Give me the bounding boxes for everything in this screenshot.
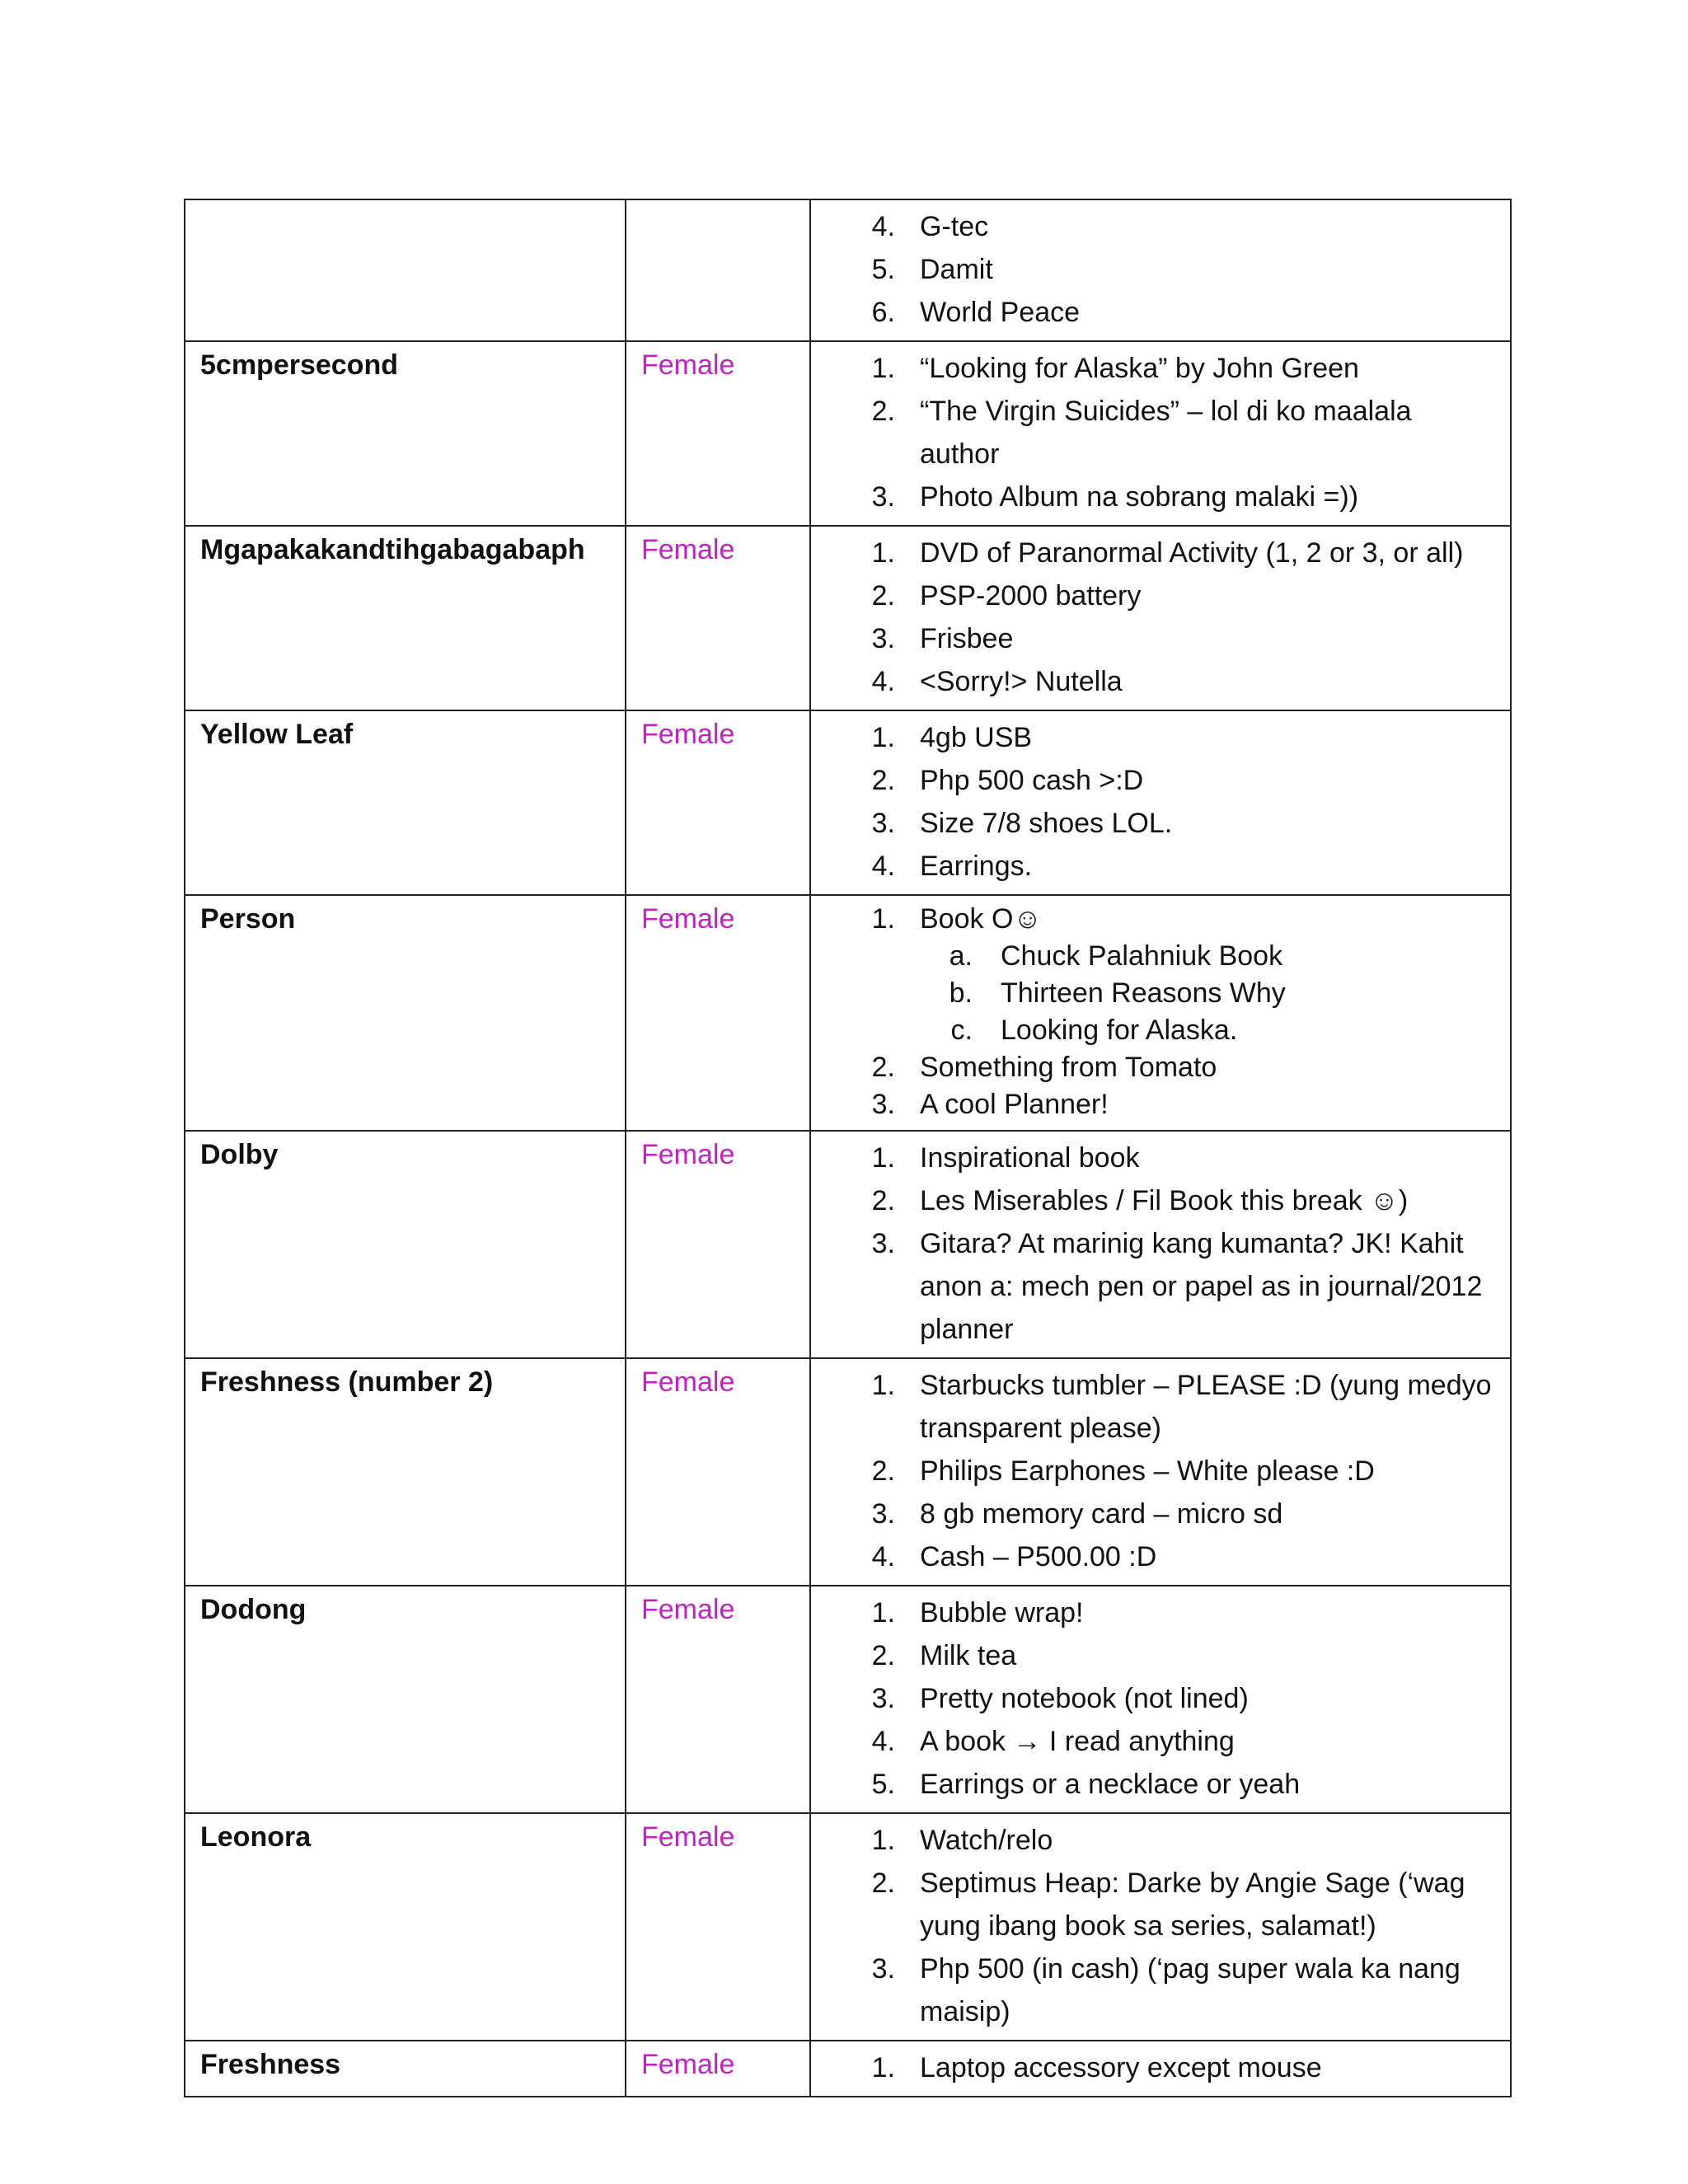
table-row <box>185 526 1511 710</box>
list-number: 1. <box>871 903 895 935</box>
gender-cell <box>626 341 810 526</box>
list-item <box>811 574 1493 617</box>
gender-text: Female <box>641 534 735 565</box>
list-number: 1. <box>871 537 895 569</box>
list-item-text: Gitara? At marinig kang kumanta? JK! Kahit anon a: mech pen or papel as in journal/2012 planner <box>920 1228 1483 1345</box>
sub-list-letter: b. <box>949 977 973 1009</box>
list-item-text: <Sorry!> Nutella <box>920 666 1123 697</box>
wish-list <box>811 1132 1510 1357</box>
wishlist-cell <box>810 710 1511 895</box>
list-number: 1. <box>871 1142 895 1174</box>
wish-list <box>811 342 1510 525</box>
list-item <box>811 205 1493 248</box>
list-number: 3. <box>871 808 895 839</box>
gender-text: Female <box>641 1139 735 1170</box>
wish-list <box>811 896 1510 1130</box>
username-text: Yellow Leaf <box>200 719 354 750</box>
list-number: 5. <box>871 254 895 285</box>
name-cell <box>185 1586 626 1813</box>
gender-text: Female <box>641 2049 735 2080</box>
wishlist-cell <box>810 895 1511 1131</box>
list-item-text: Size 7/8 shoes LOL. <box>920 808 1173 839</box>
list-item <box>811 1862 1493 1947</box>
list-number: 2. <box>871 1052 895 1083</box>
name-cell <box>185 199 626 341</box>
list-item-text: Book O☺ <box>920 903 1043 935</box>
list-number: 6. <box>871 297 895 328</box>
list-number: 4. <box>871 851 895 882</box>
list-number: 3. <box>871 1228 895 1259</box>
list-number: 2. <box>871 580 895 612</box>
sub-list-text: Chuck Palahniuk Book <box>1001 940 1283 972</box>
list-number: 2. <box>871 396 895 427</box>
list-item <box>811 390 1493 476</box>
list-item-text: Watch/relo <box>920 1825 1053 1856</box>
list-number: 1. <box>871 1370 895 1401</box>
username-text: Leonora <box>200 1821 312 1853</box>
table-row <box>185 1586 1511 1813</box>
name-cell <box>185 1131 626 1358</box>
list-item <box>811 248 1493 291</box>
name-cell <box>185 2041 626 2097</box>
username-text: Dodong <box>200 1594 307 1625</box>
wish-list <box>811 1814 1510 2040</box>
list-item-text: Earrings or a necklace or yeah <box>920 1769 1301 1800</box>
gender-text: Female <box>641 349 735 381</box>
wishlist-cell <box>810 1358 1511 1586</box>
sub-list-item <box>811 1012 1493 1049</box>
sub-list-text: Looking for Alaska. <box>1001 1015 1238 1046</box>
list-item <box>811 1450 1493 1493</box>
gender-cell <box>626 1586 810 1813</box>
list-item <box>811 1763 1493 1806</box>
gender-cell <box>626 199 810 341</box>
list-number: 4. <box>871 211 895 242</box>
table-row <box>185 895 1511 1131</box>
list-item <box>811 1947 1493 2033</box>
username-text: Freshness <box>200 2049 341 2080</box>
list-item <box>811 1819 1493 1862</box>
list-item-text: Photo Album na sobrang malaki =)) <box>920 481 1359 513</box>
table-row <box>185 1358 1511 1586</box>
name-cell <box>185 710 626 895</box>
gender-cell <box>626 1131 810 1358</box>
list-item-text: Bubble wrap! <box>920 1597 1084 1629</box>
wishlist-cell <box>810 2041 1511 2097</box>
list-item-text: DVD of Paranormal Activity (1, 2 or 3, or all) <box>920 537 1464 569</box>
list-item-text: A book → I read anything <box>920 1726 1235 1757</box>
list-item-text: Starbucks tumbler – PLEASE :D (yung medyo transparent please) <box>920 1370 1492 1444</box>
wishlist-cell <box>810 199 1511 341</box>
list-item <box>811 1049 1493 1086</box>
wishlist-table-body <box>185 199 1511 2097</box>
gender-text: Female <box>641 1366 735 1398</box>
list-number: 1. <box>871 722 895 753</box>
list-item <box>811 802 1493 845</box>
list-item <box>811 759 1493 802</box>
list-item-text: Septimus Heap: Darke by Angie Sage (‘wag yung ibang book sa series, salamat!) <box>920 1868 1465 1942</box>
list-item <box>811 1677 1493 1720</box>
list-number: 4. <box>871 666 895 697</box>
gender-cell <box>626 526 810 710</box>
sub-list-letter: a. <box>949 940 973 972</box>
list-item-text: Php 500 (in cash) (‘pag super wala ka nang maisip) <box>920 1953 1461 2027</box>
list-item-text: Philips Earphones – White please :D <box>920 1455 1375 1487</box>
name-cell <box>185 1358 626 1586</box>
wish-list <box>811 1359 1510 1585</box>
gender-text: Female <box>641 1594 735 1625</box>
list-item <box>811 716 1493 759</box>
list-item-text: “The Virgin Suicides” – lol di ko maalala author <box>920 396 1412 470</box>
wish-list <box>811 711 1510 894</box>
list-number: 2. <box>871 1868 895 1899</box>
name-cell <box>185 341 626 526</box>
table-row <box>185 341 1511 526</box>
list-number: 4. <box>871 1541 895 1572</box>
list-item <box>811 2046 1493 2089</box>
list-number: 3. <box>871 623 895 654</box>
table-row <box>185 2041 1511 2097</box>
name-cell <box>185 895 626 1131</box>
list-item <box>811 1634 1493 1677</box>
list-item <box>811 1535 1493 1578</box>
list-item <box>811 1591 1493 1634</box>
list-item <box>811 1179 1493 1222</box>
table-row <box>185 1813 1511 2041</box>
list-item-text: 8 gb memory card – micro sd <box>920 1498 1283 1530</box>
gender-cell <box>626 1813 810 2041</box>
list-item <box>811 1137 1493 1179</box>
list-item <box>811 291 1493 334</box>
wishlist-table <box>184 199 1512 2097</box>
username-text: Person <box>200 903 296 935</box>
list-number: 2. <box>871 1640 895 1671</box>
list-number: 4. <box>871 1726 895 1757</box>
wishlist-cell <box>810 1813 1511 2041</box>
gender-cell <box>626 895 810 1131</box>
list-item-text: Earrings. <box>920 851 1033 882</box>
username-text <box>185 200 625 207</box>
list-item <box>811 1086 1493 1123</box>
list-number: 3. <box>871 1089 895 1120</box>
sub-list-container <box>811 938 1493 1049</box>
table-row <box>185 710 1511 895</box>
list-number: 3. <box>871 1498 895 1530</box>
wish-list <box>811 527 1510 710</box>
gender-text <box>626 200 809 207</box>
list-item <box>811 476 1493 518</box>
list-item-text: Les Miserables / Fil Book this break ☺) <box>920 1185 1409 1216</box>
list-item <box>811 532 1493 574</box>
list-item <box>811 347 1493 390</box>
wishlist-cell <box>810 526 1511 710</box>
list-item-text: Milk tea <box>920 1640 1017 1671</box>
list-number: 1. <box>871 353 895 384</box>
list-number: 3. <box>871 1953 895 1985</box>
list-item-text: PSP-2000 battery <box>920 580 1142 612</box>
gender-text: Female <box>641 1821 735 1853</box>
wish-list <box>811 1586 1510 1812</box>
table-row <box>185 1131 1511 1358</box>
wish-list <box>811 2041 1510 2096</box>
wishlist-cell <box>810 1586 1511 1813</box>
sub-list <box>811 938 1493 1049</box>
list-number: 1. <box>871 1825 895 1856</box>
list-number: 1. <box>871 2052 895 2083</box>
gender-cell <box>626 710 810 895</box>
sub-list-letter: c. <box>950 1015 973 1046</box>
list-item-text: Inspirational book <box>920 1142 1140 1174</box>
wishlist-cell <box>810 1131 1511 1358</box>
list-item-text: Pretty notebook (not lined) <box>920 1683 1249 1714</box>
sub-list-text: Thirteen Reasons Why <box>1001 977 1286 1009</box>
gender-text: Female <box>641 719 735 750</box>
list-number: 2. <box>871 765 895 796</box>
list-item <box>811 901 1493 938</box>
list-item-text: Frisbee <box>920 623 1014 654</box>
list-item-text: “Looking for Alaska” by John Green <box>920 353 1359 384</box>
list-item-text: Laptop accessory except mouse <box>920 2052 1322 2083</box>
sub-list-item <box>811 975 1493 1012</box>
list-item-text: A cool Planner! <box>920 1089 1109 1120</box>
list-item <box>811 617 1493 660</box>
sub-list-item <box>811 938 1493 975</box>
list-number: 2. <box>871 1185 895 1216</box>
gender-text: Female <box>641 903 735 935</box>
list-item-text: Damit <box>920 254 993 285</box>
list-item <box>811 1493 1493 1535</box>
list-item <box>811 845 1493 888</box>
table-row <box>185 199 1511 341</box>
list-number: 3. <box>871 1683 895 1714</box>
list-item-text: G-tec <box>920 211 989 242</box>
list-item <box>811 1720 1493 1763</box>
gender-cell <box>626 2041 810 2097</box>
name-cell <box>185 1813 626 2041</box>
name-cell <box>185 526 626 710</box>
list-number: 5. <box>871 1769 895 1800</box>
list-number: 2. <box>871 1455 895 1487</box>
list-item-text: Something from Tomato <box>920 1052 1217 1083</box>
username-text: 5cmpersecond <box>200 349 398 381</box>
list-item <box>811 1222 1493 1351</box>
wish-list <box>811 200 1510 340</box>
username-text: Freshness (number 2) <box>200 1366 494 1398</box>
username-text: Mgapakakandtihgabagabaph <box>200 534 585 565</box>
list-item-text: Php 500 cash >:D <box>920 765 1144 796</box>
list-item-text: World Peace <box>920 297 1081 328</box>
list-number: 3. <box>871 481 895 513</box>
list-item-text: Cash – P500.00 :D <box>920 1541 1157 1572</box>
list-number: 1. <box>871 1597 895 1629</box>
username-text: Dolby <box>200 1139 279 1170</box>
list-item-text: 4gb USB <box>920 722 1033 753</box>
gender-cell <box>626 1358 810 1586</box>
list-item <box>811 660 1493 703</box>
list-item <box>811 1364 1493 1450</box>
wishlist-cell <box>810 341 1511 526</box>
